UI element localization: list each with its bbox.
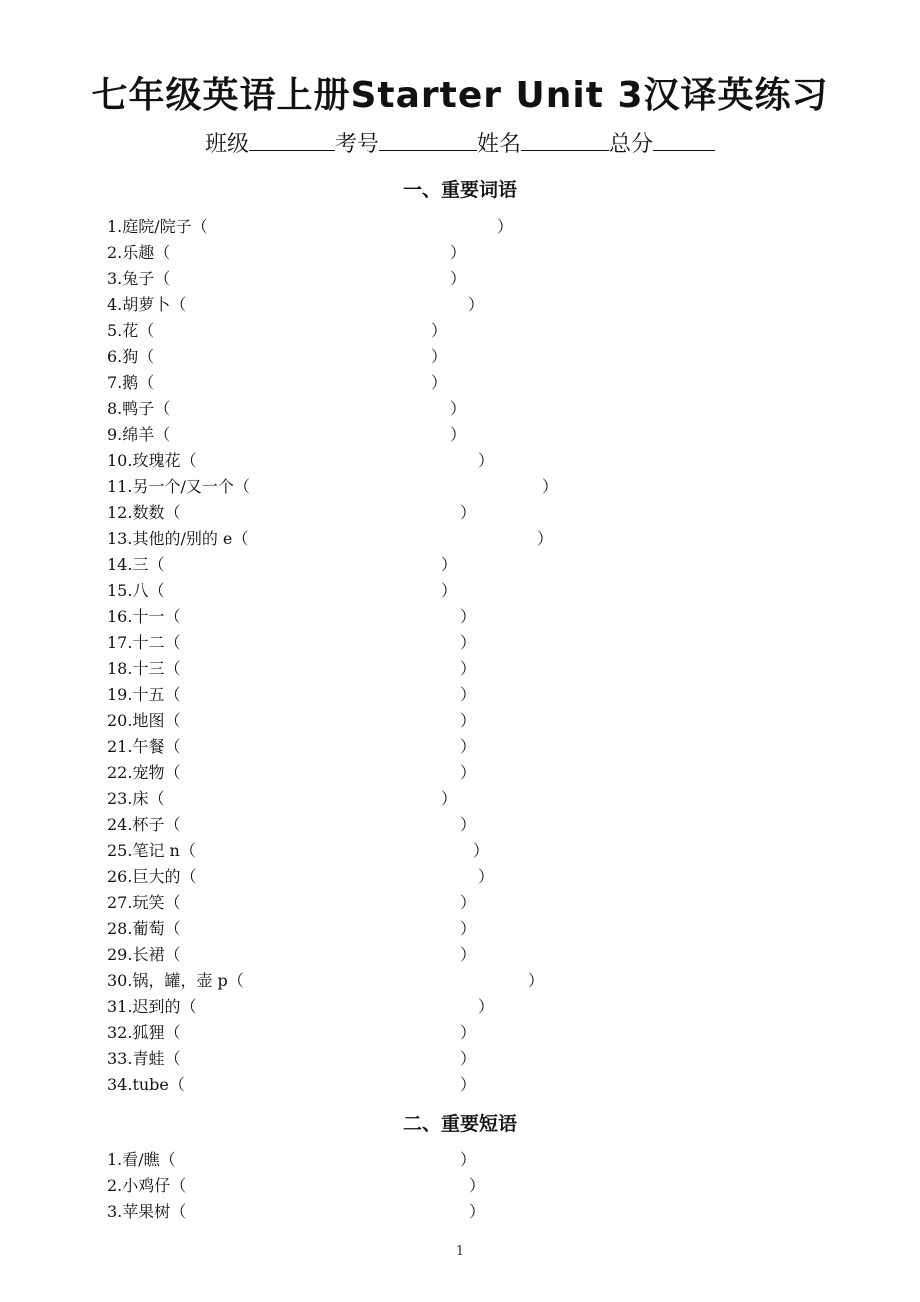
class-label: 班级	[204, 132, 249, 157]
score-blank[interactable]	[653, 128, 715, 151]
list-item[interactable]: 1.看/瞧（ ）	[107, 1150, 477, 1169]
page-number: 1	[455, 1244, 465, 1259]
name-blank[interactable]	[521, 128, 609, 151]
list-item[interactable]: 1.庭院/院子（ ）	[107, 217, 514, 236]
score-label: 总分	[609, 132, 654, 157]
class-blank[interactable]	[249, 128, 335, 151]
list-item[interactable]: 5.花（ ）	[107, 321, 448, 340]
list-item[interactable]: 17.十二（ ）	[107, 633, 477, 652]
list-item[interactable]: 14.三（ ）	[107, 555, 458, 574]
list-item[interactable]: 23.床（ ）	[107, 789, 458, 808]
list-item[interactable]: 13.其他的/别的 e（ ）	[107, 529, 554, 548]
list-item[interactable]: 7.鹅（ ）	[107, 373, 448, 392]
phrase-list	[107, 1147, 486, 1225]
list-item[interactable]: 33.青蛙（ ）	[107, 1049, 477, 1068]
list-item[interactable]: 4.胡萝卜（ ）	[107, 295, 485, 314]
student-info-line	[0, 128, 920, 160]
list-item[interactable]: 30.锅，罐，壶 p（ ）	[107, 971, 545, 990]
list-item[interactable]: 6.狗（ ）	[107, 347, 448, 366]
list-item[interactable]: 3.兔子（ ）	[107, 269, 467, 288]
number-blank[interactable]	[379, 128, 477, 151]
list-item[interactable]: 8.鸭子（ ）	[107, 399, 467, 418]
list-item[interactable]: 9.绵羊（ ）	[107, 425, 467, 444]
section-heading-phrases: 二、重要短语	[402, 1113, 517, 1135]
list-item[interactable]: 16.十一（ ）	[107, 607, 477, 626]
word-list	[107, 214, 559, 1098]
list-item[interactable]: 2.乐趣（ ）	[107, 243, 467, 262]
list-item[interactable]: 32.狐狸（ ）	[107, 1023, 477, 1042]
list-item[interactable]: 15.八（ ）	[107, 581, 458, 600]
list-item[interactable]: 3.苹果树（ ）	[107, 1202, 486, 1221]
section-heading-words: 一、重要词语	[402, 179, 517, 201]
list-item[interactable]: 22.宠物（ ）	[107, 763, 477, 782]
list-item[interactable]: 2.小鸡仔（ ）	[107, 1176, 486, 1195]
page-title: 七年级英语上册Starter Unit 3汉译英练习	[91, 75, 829, 116]
list-item[interactable]: 26.巨大的（ ）	[107, 867, 495, 886]
number-label: 考号	[334, 132, 379, 157]
list-item[interactable]: 28.葡萄（ ）	[107, 919, 477, 938]
list-item[interactable]: 19.十五（ ）	[107, 685, 477, 704]
list-item[interactable]: 25.笔记 n（ ）	[107, 841, 490, 860]
list-item[interactable]: 21.午餐（ ）	[107, 737, 477, 756]
list-item[interactable]: 24.杯子（ ）	[107, 815, 477, 834]
list-item[interactable]: 10.玫瑰花（ ）	[107, 451, 495, 470]
list-item[interactable]: 29.长裙（ ）	[107, 945, 477, 964]
list-item[interactable]: 12.数数（ ）	[107, 503, 477, 522]
list-item[interactable]: 31.迟到的（ ）	[107, 997, 495, 1016]
list-item[interactable]: 11.另一个/又一个（ ）	[107, 477, 559, 496]
list-item[interactable]: 20.地图（ ）	[107, 711, 477, 730]
name-label: 姓名	[477, 132, 522, 157]
list-item[interactable]: 18.十三（ ）	[107, 659, 477, 678]
list-item[interactable]: 34.tube（ ）	[107, 1075, 477, 1094]
list-item[interactable]: 27.玩笑（ ）	[107, 893, 477, 912]
